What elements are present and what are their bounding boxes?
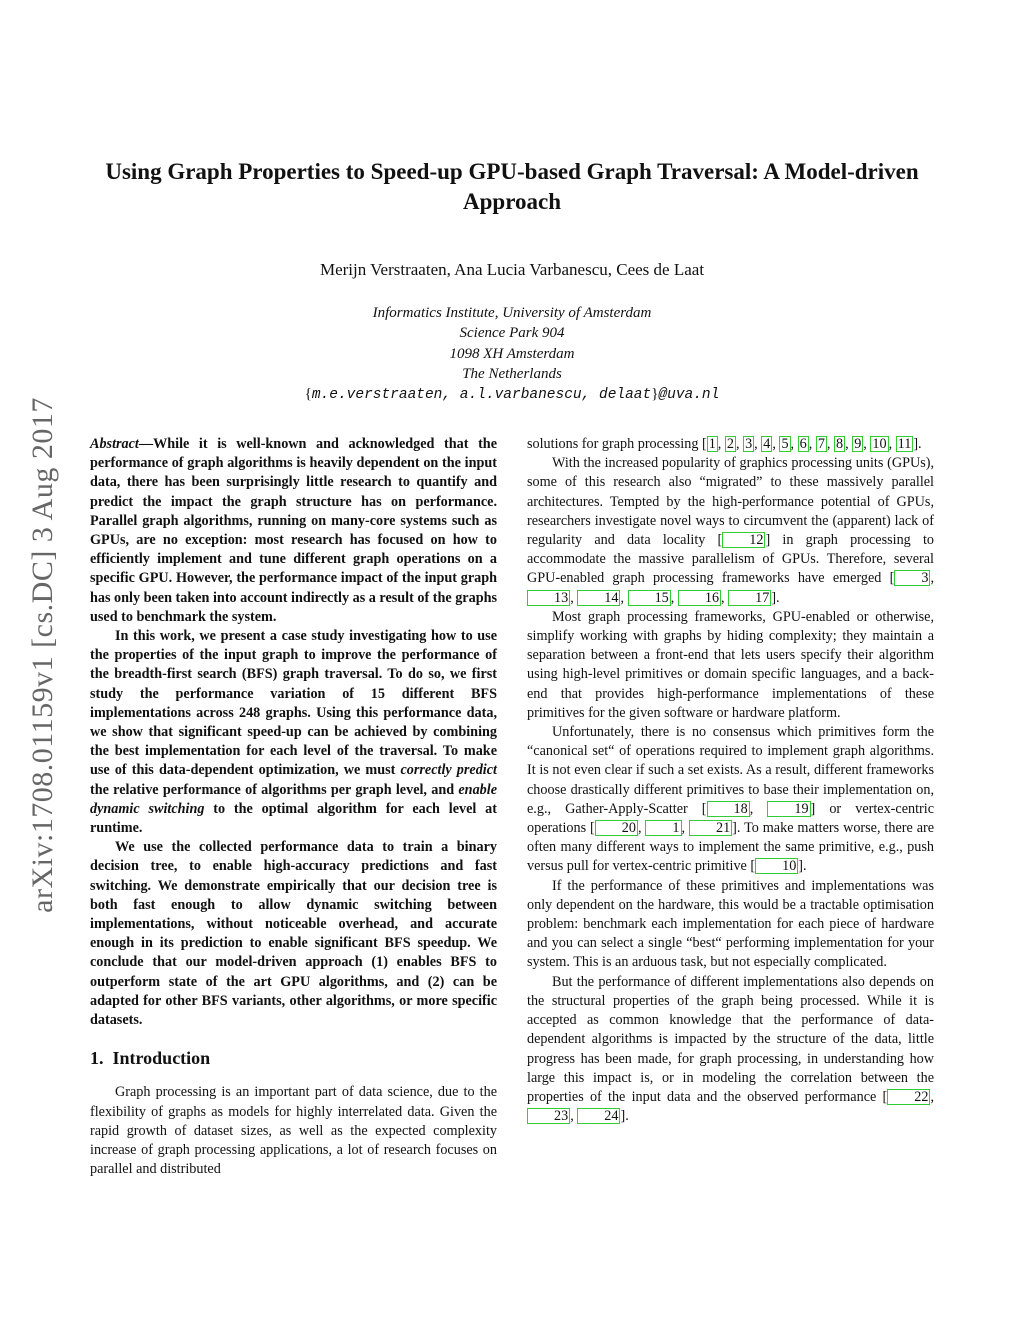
affiliation-block	[90, 303, 934, 385]
abstract	[90, 435, 497, 1030]
section-heading-introduction	[90, 1046, 497, 1070]
citation-link[interactable]: 8	[836, 436, 844, 452]
abstract-text-2a: In this work, we present a case study investigating how to use the properties of the input graph to improve the performance of the breadth-first search (BFS) graph traversal. To do so, we first study the performance variation of 15 different BFS implementations across 248 graphs. Using this performance data, we show that significant speed-up can be achieved by combining the best implementation for each level of the traversal. To make use of this data-dependent optimization, we must	[90, 628, 497, 779]
arxiv-identifier	[18, 355, 68, 955]
right-paragraph-1	[527, 454, 934, 608]
affiliation-institute: Informatics Institute, University of Amsterdam	[372, 305, 652, 321]
citation-link[interactable]: 3	[745, 436, 753, 452]
affiliation-street: Science Park 904	[459, 325, 565, 342]
right-text-0a: solutions for graph processing [	[527, 436, 707, 452]
affiliation-country: The Netherlands	[462, 366, 562, 383]
email-domain: @uva.nl	[658, 387, 720, 403]
arxiv-identifier-text: arXiv:1708.01159v1 [cs.DC] 3 Aug 2017	[26, 397, 59, 913]
citation-link[interactable]: 24	[577, 1108, 620, 1124]
right-text-5b: ].	[620, 1108, 629, 1125]
citation-group: 18 , 19	[707, 801, 811, 817]
citation-link[interactable]: 15	[628, 590, 671, 606]
citation-link[interactable]: 22	[887, 1089, 930, 1105]
email-names: m.e.verstraaten, a.l.varbanescu, delaat	[311, 387, 652, 403]
citation-group: 22 , 23 , 24	[527, 1089, 934, 1124]
right-text-0b: ].	[913, 436, 922, 452]
citation-group: 3 , 13 , 14 , 15 , 16 , 17	[527, 570, 934, 605]
right-text-1b: ] in graph processing to accommodate the massive parallelism of GPUs. Therefore, several GPU-enabled graph processing frameworks have emerged [	[527, 532, 934, 587]
right-column	[527, 435, 934, 1126]
author-list: Merijn Verstraaten, Ana Lucia Varbanescu, Cees de Laat	[319, 260, 705, 279]
citation-link[interactable]: 3	[894, 570, 930, 586]
right-text-3b: ] or vertex-centric operations [	[527, 800, 934, 837]
citation-link[interactable]: 18	[707, 801, 750, 817]
citation-link[interactable]: 9	[854, 436, 862, 452]
right-paragraph-5	[527, 973, 934, 1127]
right-text-3a: Unfortunately, there is no consensus which primitives form the “canonical set“ of operations required to implement graph algorithms. It is not even clear if such a set exists. As a result, different frameworks choose drastically different primitives to base their implementation on, e.g., Gather-Apply-Scatter [	[527, 724, 934, 817]
left-column	[90, 435, 497, 1179]
citation-link[interactable]: 13	[527, 590, 570, 606]
right-paragraph-4: If the performance of these primitives and implementations was only dependent on the hardware, this would be a tractable optimisation problem: benchmark each implementation for each piece of hardware and you can select a single “best“ performing implementation for your system. This is an arduous task, but not especially complicated.	[527, 877, 934, 971]
citation-link[interactable]: 7	[817, 436, 825, 452]
citation-link[interactable]: 1	[645, 820, 681, 836]
citation-link[interactable]: 2	[726, 436, 734, 452]
abstract-text-2c: to the optimal algorithm for each level at runtime.	[90, 800, 497, 837]
abstract-label: Abstract	[90, 436, 139, 452]
right-paragraph-0	[527, 435, 934, 454]
right-paragraph-3	[527, 723, 934, 877]
email-brace-close: }	[651, 386, 659, 402]
right-text-3d: ].	[798, 858, 807, 875]
abstract-paragraph-2	[90, 627, 497, 838]
right-text-1a: With the increased popularity of graphics processing units (GPUs), some of this research also “migrated” to these massively parallel architectures. Tempted by the high-performance potential of GPUs, researchers investigate novel ways to circumvent the (apparent) lack of regularity and data locality [	[527, 455, 934, 549]
right-text-3c: ]. To make matters worse, there are often many different ways to implement the same primitive, e.g., push versus pull for vertex-centric primitive [	[527, 820, 935, 875]
citation-link[interactable]: 19	[767, 801, 810, 817]
right-paragraph-2: Most graph processing frameworks, GPU-enabled or otherwise, simplify working with graphs by hiding complexity; they maintain a separation between a front-end that lets users specify their algorithm using high-level primitives or domain specific languages, and a back-end that provides high-performance implementations of these primitives for the given software or hardware platform.	[527, 608, 934, 721]
paper-title: Using Graph Properties to Speed-up GPU-based Graph Traversal: A Model-driven Approach	[105, 159, 919, 214]
abstract-paragraph-3: We use the collected performance data to train a binary decision tree, to enable high-accuracy predictions and fast switching. We demonstrate empirically that our decision tree is both fast enough to allow dynamic switching between implementations, without noticeable overhead, and accurate enough in its prediction to enable significant BFS speedup. We conclude that our model-driven approach (1) enables BFS to outperform state of the art GPU algorithms, and (2) can be adapted for other BFS variants, other algorithms, or more specific datasets.	[90, 839, 497, 1029]
right-text-1c: ].	[771, 589, 780, 606]
citation-link[interactable]: 1	[708, 436, 716, 452]
citation-link[interactable]: 17	[728, 590, 771, 606]
email-brace-open: {	[304, 386, 312, 402]
right-text-5a: But the performance of different implementations also depends on the structural properties of the graph being processed. While it is accepted as common knowledge that the performance of data-dependent algorithms is impacted by the structure of the data, little progress has been made, for graph processing, in understanding how large this impact is, or in modeling the correlation between the properties of the input data and the observed performance [	[527, 973, 934, 1105]
citation-link[interactable]: 10	[872, 436, 887, 452]
abstract-emphasis-2: enable dynamic switching	[90, 781, 497, 817]
section-number: 1.	[90, 1048, 104, 1069]
citation-link[interactable]: 11	[897, 436, 912, 452]
citation-link[interactable]: 23	[527, 1108, 570, 1124]
citation-link[interactable]: 21	[689, 820, 732, 836]
citation-group: 1 , 2 , 3 , 4 , 5 , 6 , 7 , 8 , 9 , 10 , 11	[708, 436, 912, 452]
citation-link[interactable]: 6	[799, 436, 807, 452]
abstract-text-2b: the relative performance of algorithms per graph level, and	[90, 781, 459, 798]
intro-paragraph-1: Graph processing is an important part of data science, due to the flexibility of graphs as models for highly interrelated data. Given the rapid growth of dataset sizes, as well as the expected complexity increase of graph processing applications, a lot of research focuses on parallel and distributed	[90, 1084, 497, 1178]
citation-link[interactable]: 4	[763, 436, 771, 452]
abstract-emphasis-1: correctly predict	[400, 762, 497, 779]
citation-link[interactable]: 12	[722, 532, 765, 548]
citation-group: 20 , 1 , 21	[595, 820, 732, 836]
abstract-text-1: —While it is well-known and acknowledged that the performance of graph algorithms is heavily dependent on the input data, there has been surprisingly little research to quantify and predict the impact the graph structure has on performance. Parallel graph algorithms, running on many-core systems such as GPUs, are no exception: most research has focused on how to efficiently implement and tune different graph operations on a specific GPU. However, the performance impact of the input graph has only been taken into account indirectly as a result of the graphs used to benchmark the system.	[90, 436, 497, 625]
abstract-paragraph-1	[90, 435, 497, 627]
section-title: Introduction	[112, 1048, 211, 1069]
citation-link[interactable]: 14	[577, 590, 620, 606]
affiliation-city: 1098 XH Amsterdam	[449, 345, 575, 362]
citation-link[interactable]: 10	[755, 858, 798, 874]
citation-link[interactable]: 16	[678, 590, 721, 606]
author-emails	[90, 384, 934, 405]
citation-link[interactable]: 20	[595, 820, 638, 836]
citation-link[interactable]: 5	[781, 436, 789, 452]
